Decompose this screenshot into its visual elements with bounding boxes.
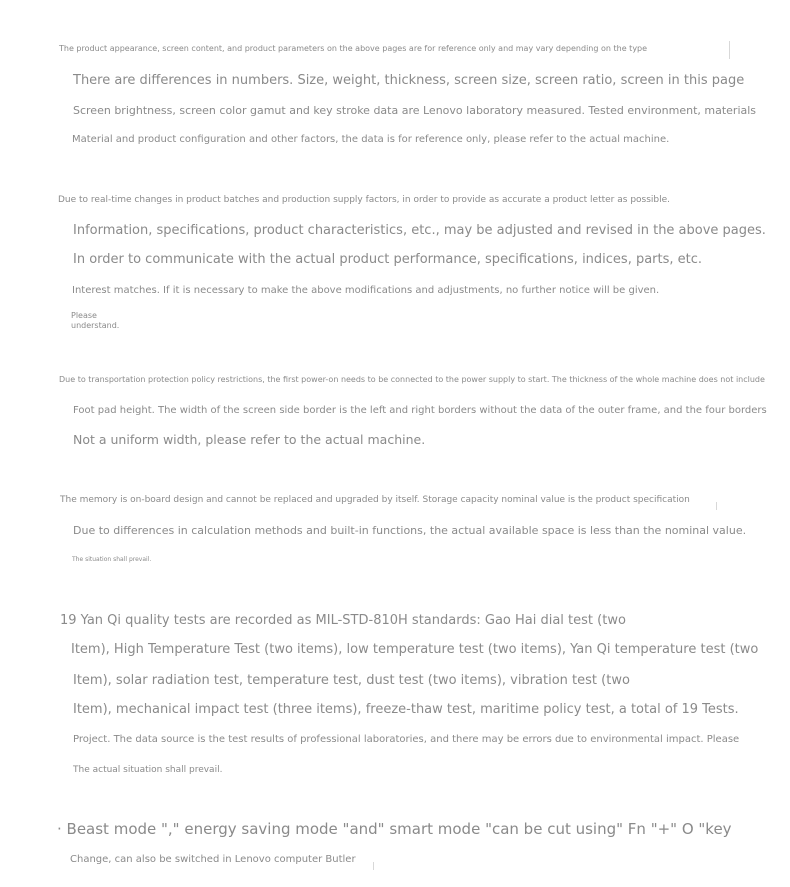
text-line: Project. The data source is the test results of professional laboratories, and there may be errors due to environmental impact. Please [73, 734, 740, 745]
text-line: Interest matches. If it is necessary to make the above modifications and adjustments, no further notice will be given. [72, 285, 660, 296]
text-line: 19 Yan Qi quality tests are recorded as MIL-STD-810H standards: Gao Hai dial test (two [60, 613, 626, 628]
text-line: Due to real-time changes in product batches and production supply factors, in order to provide as accurate a product letter as possible. [58, 195, 671, 205]
text-line: Please [71, 311, 97, 320]
edge-mark [729, 41, 730, 59]
text-line: Screen brightness, screen color gamut and key stroke data are Lenovo laboratory measured. Tested environment, materials [73, 104, 757, 117]
text-line: The actual situation shall prevail. [73, 765, 223, 775]
text-line: Item), solar radiation test, temperature test, dust test (two items), vibration test (two [73, 673, 630, 688]
text-line: The product appearance, screen content, and product parameters on the above pages are for reference only and may vary depending on the type [59, 44, 648, 53]
text-line: There are differences in numbers. Size, weight, thickness, screen size, screen ratio, screen in this page [73, 73, 745, 88]
text-line: Change, can also be switched in Lenovo computer Butler [70, 854, 356, 865]
text-line: Due to differences in calculation methods and built-in functions, the actual available space is less than the nominal value. [73, 524, 747, 537]
edge-mark [716, 502, 717, 510]
text-line: The situation shall prevail. [72, 556, 152, 563]
text-line: Item), High Temperature Test (two items), low temperature test (two items), Yan Qi temperature test (two [71, 642, 759, 657]
text-line: understand. [71, 321, 120, 330]
text-line: Material and product configuration and other factors, the data is for reference only, please refer to the actual machine. [72, 134, 670, 145]
text-line: Item), mechanical impact test (three items), freeze-thaw test, maritime policy test, a total of 19 Tests. [73, 702, 739, 717]
text-line: Information, specifications, product characteristics, etc., may be adjusted and revised in the above pages. [73, 223, 766, 238]
text-line: The memory is on-board design and cannot be replaced and upgraded by itself. Storage capacity nominal value is the product specification [60, 495, 690, 505]
text-line: Foot pad height. The width of the screen side border is the left and right borders without the data of the outer frame, and the four borders [73, 405, 767, 416]
text-line: In order to communicate with the actual product performance, specifications, indices, parts, etc. [73, 252, 703, 267]
text-line: Not a uniform width, please refer to the actual machine. [73, 432, 426, 447]
text-line: Due to transportation protection policy restrictions, the first power-on needs to be connected to the power supply to start. The thickness of the whole machine does not include [59, 375, 765, 384]
edge-mark [373, 862, 374, 870]
text-line: · Beast mode "," energy saving mode "and" smart mode "can be cut using" Fn "+" O "key [57, 820, 732, 838]
